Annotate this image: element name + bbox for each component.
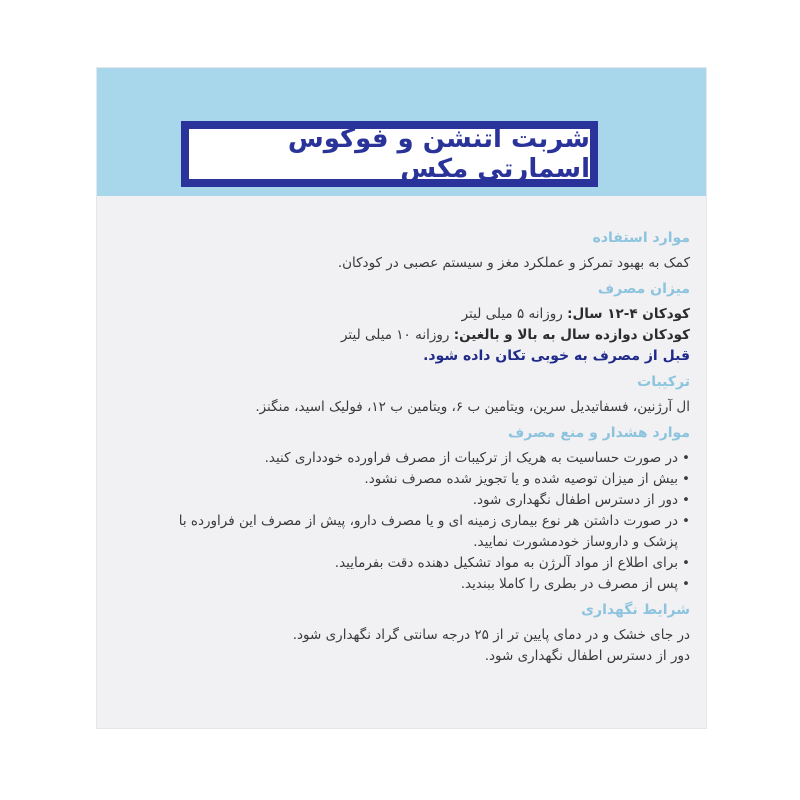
warning-item (113, 511, 690, 553)
dosage-label-children: کودکان ۴-۱۲ سال: (567, 306, 690, 322)
dosage-value-adults: روزانه ۱۰ میلی لیتر (340, 327, 454, 343)
storage-line-1: در جای خشک و در دمای پایین تر از ۲۵ درجه سانتی گراد نگهداری شود. (292, 627, 690, 643)
dosage-label-adults: کودکان دوازده سال به بالا و بالغین: (453, 327, 690, 343)
storage-line-2: دور از دسترس اطفال نگهداری شود. (484, 648, 690, 664)
warning-item: • بیش از میزان توصیه شده و یا تجویز شده مصرف نشود. (113, 469, 690, 490)
dosage-heading: میزان مصرف (597, 281, 690, 297)
dosage-line-adults (113, 325, 690, 346)
package-panel (97, 68, 706, 728)
warning-item: • برای اطلاع از مواد آلرژن به مواد تشکیل دهنده دقت بفرمایید. (113, 553, 690, 574)
label-content (97, 223, 706, 667)
warnings-heading: موارد هشدار و منع مصرف (508, 425, 690, 441)
dosage-value-children: روزانه ۵ میلی لیتر (461, 306, 568, 322)
title-frame (181, 121, 598, 187)
ingredients-text: ال آرژنین، فسفاتیدیل سرین، ویتامین ب ۶، ویتامین ب ۱۲، فولیک اسید، منگنز. (255, 399, 690, 415)
shake-notice: قبل از مصرف به خوبی تکان داده شود. (423, 348, 690, 364)
warnings-list (113, 448, 690, 595)
warning-item-continuation: پزشک و داروساز خودمشورت نمایید. (473, 534, 678, 550)
warning-item-line: • در صورت داشتن هر نوع بیماری زمینه ای و یا مصرف دارو، پیش از مصرف این فراورده با (178, 513, 678, 529)
warning-item: • دور از دسترس اطفال نگهداری شود. (113, 490, 690, 511)
indications-text: کمک به بهبود تمرکز و عملکرد مغز و سیستم عصبی در کودکان. (337, 255, 690, 271)
warning-item: • در صورت حساسیت به هریک از ترکیبات از مصرف فراورده خودداری کنید. (113, 448, 690, 469)
indications-heading: موارد استفاده (592, 230, 690, 246)
warning-item: • پس از مصرف در بطری را کاملا ببندید. (113, 574, 690, 595)
storage-heading: شرایط نگهداری (581, 602, 690, 618)
dosage-line-children (113, 304, 690, 325)
ingredients-heading: ترکیبات (637, 374, 690, 390)
product-title: شربت اتنشن و فوکوس اسمارتی مکس (187, 127, 592, 181)
